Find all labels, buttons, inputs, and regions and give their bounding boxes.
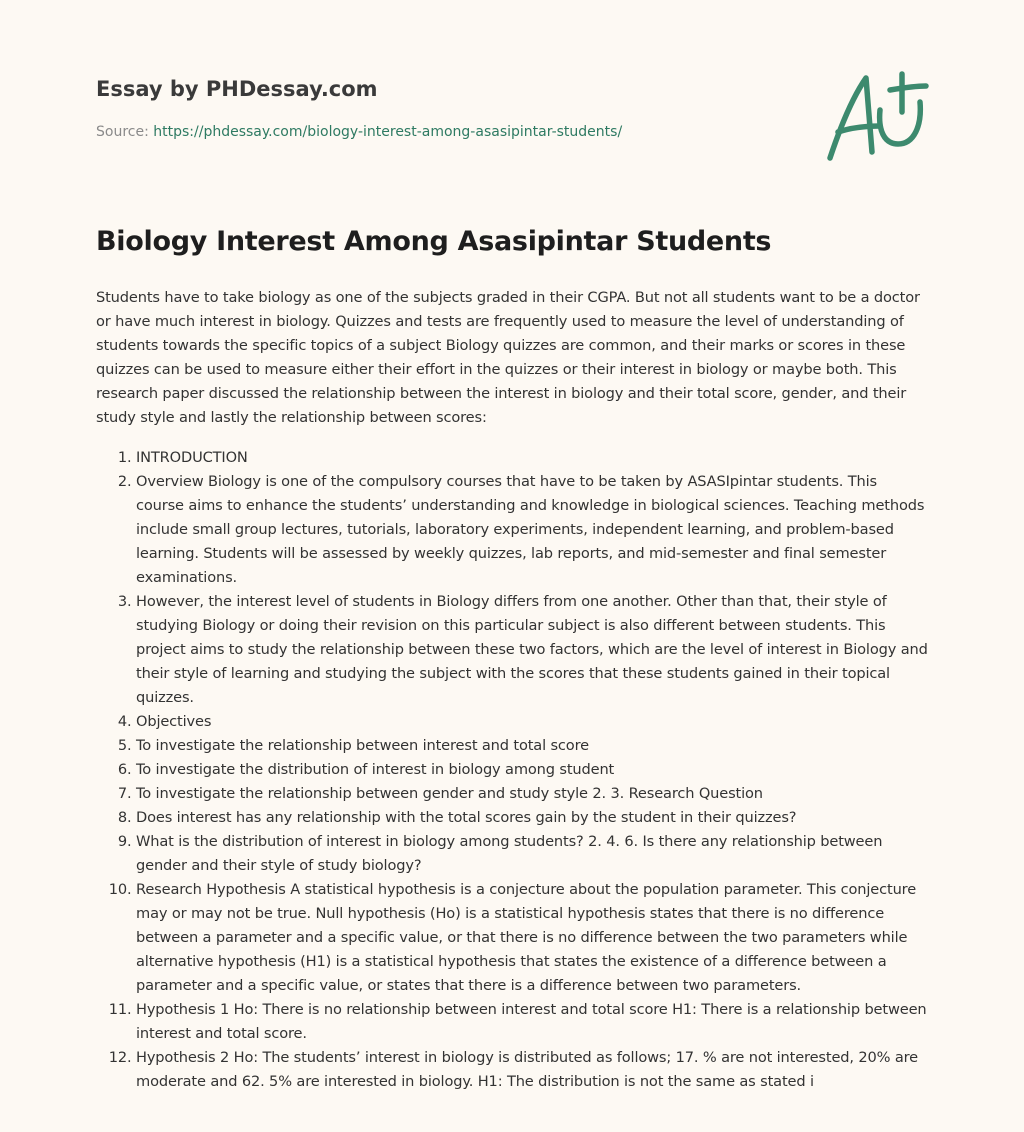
list-item: 3. However, the interest level of students in Biology differs from one another. Other than that, their style of studying Biology or doing their revision on this particular subject is also different between students. This project aims to study the relationship between these two factors, which are the level of interest in Biology and their style of learning and studying the subject with the scores that these students gained in their topical quizzes. (136, 590, 928, 710)
source-label: Source: (96, 124, 149, 140)
list-item: 12. Hypothesis 2 Ho: The students’ interest in biology is distributed as follows; 17. % are not interested, 20% are moderate and 62. 5% are interested in biology. H1: The distribution is not the same as stated i (136, 1046, 928, 1094)
list-item: 6. To investigate the distribution of interest in biology among student (136, 758, 928, 782)
a-plus-logo-icon (822, 66, 930, 166)
list-item: 8. Does interest has any relationship with the total scores gain by the student in their quizzes? (136, 806, 928, 830)
list-item: 1. INTRODUCTION (136, 446, 928, 470)
document-title: Biology Interest Among Asasipintar Students (96, 226, 772, 257)
intro-paragraph: Students have to take biology as one of the subjects graded in their CGPA. But not all students want to be a doctor or have much interest in biology. Quizzes and tests are frequently used to measure the level of understanding of students towards the specific topics of a subject Biology quizzes are common, and their marks or scores in these quizzes can be used to measure either their effort in the quizzes or their interest in biology or maybe both. This research paper discussed the relationship between the interest in biology and their total score, gender, and their study style and lastly the relationship between scores: (96, 289, 920, 426)
list-item: 7. To investigate the relationship between gender and study style 2. 3. Research Question (136, 782, 928, 806)
list-item: 5. To investigate the relationship between interest and total score (136, 734, 928, 758)
site-title: Essay by PHDessay.com (96, 77, 378, 101)
list-item: 9. What is the distribution of interest in biology among students? 2. 4. 6. Is there any relationship between gender and their style of study biology? (136, 830, 928, 878)
source-line (96, 124, 622, 140)
list-item: 11. Hypothesis 1 Ho: There is no relationship between interest and total score H1: There is a relationship between interest and total score. (136, 998, 928, 1046)
source-link[interactable]: https://phdessay.com/biology-interest-among-asasipintar-students/ (153, 124, 623, 140)
content-list (96, 446, 928, 1094)
list-item: 2. Overview Biology is one of the compulsory courses that have to be taken by ASASIpintar students. This course aims to enhance the students’ understanding and knowledge in biological sciences. Teaching methods include small group lectures, tutorials, laboratory experiments, independent learning, and problem-based learning. Students will be assessed by weekly quizzes, lab reports, and mid-semester and final semester examinations. (136, 470, 928, 590)
list-item: 4. Objectives (136, 710, 928, 734)
list-item: 10. Research Hypothesis A statistical hypothesis is a conjecture about the population parameter. This conjecture may or may not be true. Null hypothesis (Ho) is a statistical hypothesis states that there is no difference between a parameter and a specific value, or that there is no difference between the two parameters while alternative hypothesis (H1) is a statistical hypothesis that states the existence of a difference between a parameter and a specific value, or states that there is a difference between two parameters. (136, 878, 928, 998)
